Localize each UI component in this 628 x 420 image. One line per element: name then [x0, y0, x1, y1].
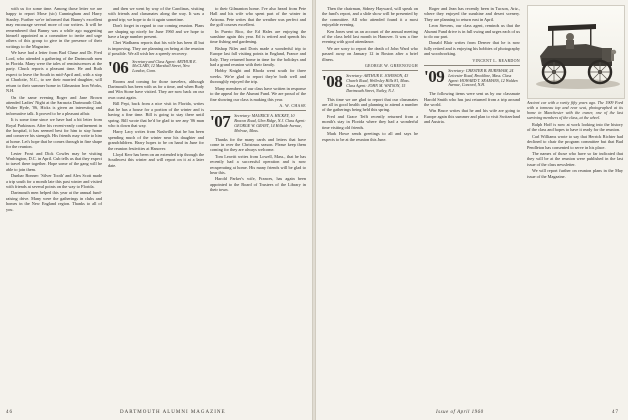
class-09-number: '09 [424, 67, 445, 87]
vintage-car-photo [527, 5, 625, 99]
paragraph: Donald Blair writes from Denver that he is now fully retired and is enjoying his hobbies of photography and woodworking. [424, 40, 520, 57]
vintage-car-icon [528, 6, 624, 98]
paragraph: to their Gilmanton home. I've also heard from Pete Hall and his wife who spent part of the winter in Arizona. Pete writes that the weather was perfect and the golf courses excellent. [210, 6, 306, 28]
photo-caption: Ancient car with a rarity fifty years ago. The 1909 Ford with a tonneau top and rear seat, photographed at its home in Manchester with the owner, one of the last surviving members of the class, at the wheel. [527, 100, 623, 120]
left-page-number: 46 [6, 410, 13, 415]
divider [322, 70, 418, 71]
class-09-secretary: Secretary: CHESTER B. BURNHAM, 24 Leicester Road, Brookline, Mass. Class Agent: HOWARD T. SEAMANS, 12 Walden Avenue, Concord, N.H. [448, 68, 518, 88]
class-07-number: '07 [210, 112, 231, 132]
right-page-number: 47 [612, 410, 619, 415]
paragraph: Roger and Jean has recently been in Tucson, Ariz., where they enjoyed the sunshine and desert scenery. They are planning to return east in April. [424, 6, 520, 22]
paragraph: Chet Wadhams reports that his wife has been ill but is improving. They are planning on being at the reunion if possible. We all wish her a speedy recovery. [108, 40, 204, 57]
paragraph: Carl Williams wrote to say that Herrick Richter had declined to chair the program committee but that Bud Pendleton has consented to serve in his place. [527, 133, 623, 150]
paragraph: with us for some time. Among those letter we are happy to report Mose (sic) Cunningham and Harry Stanley. Further we're informed that Bunny's excellent may encourage several more of our writers. It will be remembered that Bunny was a while ago suggesting himself appointed as a committee to invite and urge others of this group to give in the presence of their writings to the Magazine. [6, 6, 102, 49]
paragraph: Win Bruce writes that he and his wife are going to Europe again this summer and plan to visit Switzerland and Austria. [424, 108, 520, 125]
paragraph: Many members of our class have written in response to the appeal for the Alumni Fund. We are proud of the fine showing our class is making this year. [210, 85, 306, 102]
paragraph: Mark Howe sends greetings to all and says he expects to be at the reunion this June. [322, 131, 418, 142]
paragraph: and then we went by way of the Carolinas, visiting with friends and classmates along the way. It was a grand trip; we hope to do it again sometime. [108, 6, 204, 22]
issue-date: Issue of April 1960 [436, 410, 484, 415]
class-signature: VINCENT L. REARDON [472, 57, 520, 63]
paragraph: We are sorry to report the death of John Ward who passed away on January 12 in Boston after a brief illness. [322, 45, 418, 62]
class-signature: GEORGE W. GREENOUGH [364, 63, 418, 69]
paragraph: Bishop Niles and Doris made a wonderful trip to Europe last fall visiting points in England, France and Italy. They returned home in time for the holidays and had a grand reunion with their family. [210, 45, 306, 68]
class-07-secretary: Secretary: MAURICE A. HICKEY, 10 Beacon Road, Glen Ridge, N.J. Class Agent: GEORGE W. GRANT, 14 Hillside Avenue, Melrose, Mass. [234, 113, 306, 133]
paragraph: Thanks for the many cards and letters that have come in over the Christmas season. Please keep them coming for they are always welcome. [210, 136, 306, 153]
paragraph: On the same evening Roger and Jane Brown attended Ladies' Night at the Sarasota Dartmouth Club. Walter Hyde, '06, Hicks is given an interesting and informative talk. It proved to be a pleasant affair. [6, 94, 102, 116]
class-08-heading [322, 74, 418, 93]
left-column-1 [6, 6, 102, 396]
paragraph: Tom Leavitt writes from Lowell, Mass., that he has recently had a successful operation and is now recuperating at home. His many friends will be glad to hear this. [210, 153, 306, 175]
right-column-2 [424, 6, 520, 396]
divider [424, 65, 520, 66]
paragraph: Harry Lacy writes from Nashville that he has been spending much of the winter near his daughter and grandchildren. Harry hopes to be on hand in June for the reunion festivities at Hanover. [108, 129, 204, 151]
paragraph: It is some time since we have had a bit letter from Royal Parkinson. After his recent-ready confinement in the hospital, it has seemed best for him to stay home and conserve his strength. His friends may write to him at home. Let's hope that he comes through in fine shape for the reunion. [6, 117, 102, 150]
paragraph: Hobby Knight and Rhoda went south for three weeks. We're glad to report they're both well and thoroughly enjoyed the trip. [210, 68, 306, 85]
paragraph: This time we are glad to report that our classmates are all in good health and planning to attend a number of the gatherings being held this spring. [322, 96, 418, 113]
paragraph: We have had a letter from Bud Chase and Dr. Fred Lord, who attended a gathering of the Dartmouth men in Florida. Many were the tales of reminiscences at the party. Chuck reports a pleasant time. He and Ruth expect to leave the South in mid-April and, with a stop at Charlotte, N.C., to see their married daughter, will return to their summer home in Gilmanton Iron Works, N.H. [6, 50, 102, 94]
right-column-3 [527, 122, 623, 396]
left-column-3 [210, 6, 306, 396]
paragraph: In Puerto Rico, the Ed Hales are enjoying the sunshine again this year. Ed is retired and spends his time fishing and gardening. [210, 28, 306, 45]
class-08-number: '08 [322, 72, 343, 92]
paragraph: Lester Frost and Dick Cowles may be visiting Washington, D.C. in April. Cub tells us that they expect to travel there together. Hope some of the gang will be able to join them. [6, 150, 102, 172]
class-07-heading [210, 114, 306, 133]
left-column-2 [108, 6, 204, 396]
class-06-secretary: Secretary and Class Agent: ARTHUR E. McCLARY, 12 Marshall Street, New London, Conn. [132, 58, 197, 74]
class-09-heading [424, 69, 520, 88]
class-08-secretary: Secretary: ARTHUR E. JOHNSON, 43 Church Road, Wellesley Hills 81, Mass. Class Agent: JOHN M. WATSON, 15 Dartmouth Street, Nutley, N.J. [346, 73, 410, 93]
paragraph: Harold Parker's wife, Frances, has again been appointed to the Board of Trustees of the Library in their town. [210, 176, 306, 193]
paragraph: Ken Jones sent us an account of the annual meeting of the class held last month in Hanover. It was a fine evening with good attendance. [322, 28, 418, 45]
paragraph: Ralph Hoff is now at work looking into the history of the class and hopes to have it ready for the reunion. [527, 122, 623, 133]
paragraph: The names of those who have so far indicated that they will be at the reunion were published in the last issue of the class newsletter. [527, 151, 623, 167]
class-06-heading [108, 57, 204, 77]
right-page [316, 0, 628, 420]
left-page [0, 0, 312, 420]
paragraph: Dunbar Bonner: 'Silver Tooth' and Alex Scott made a trip south for a month late this past winter and visited with friends at several points on the way to Florida. [6, 173, 102, 189]
paragraph: Dartmouth men helped this year at the annual fund-raising drive. Many were the gatherings in clubs and homes in the New England region. Thanks to all of you. [6, 190, 102, 212]
paragraph: Don't forget in regard to our coming reunion. Plans are shaping up nicely for June 1960 and we hope to have a large number present. [108, 23, 204, 40]
paragraph: Then the chairman, Sidney Hayward, will speak on the fund's report, and a slide show will be presented by the committee. All who attended found it a most enjoyable evening. [322, 6, 418, 28]
paragraph: We will report further on reunion plans in the May issue of the Magazine. [527, 168, 623, 179]
paragraph: Leon Stevens, our class agent, reminds us that the Alumni Fund drive is in full swing and urges each of us to do our part. [424, 23, 520, 40]
paragraph: The following items were sent us by our classmate Harold Smith who has just returned from a trip around the world. [424, 91, 520, 108]
right-column-1 [322, 6, 418, 396]
divider [210, 110, 306, 111]
paragraph: Lloyd Kerr has been on an extended trip through the Southwest this winter and will report on it at a later date. [108, 151, 204, 168]
magazine-title: DARTMOUTH ALUMNI MAGAZINE [120, 410, 226, 415]
paragraph: Bill Pepi, back from a nice visit in Florida, writes that he has a house for a portion of the winter and is having a fine time. Bill is going to stay there until spring. Bill wrote that he'd be glad to see any '06 man who is down that way. [108, 101, 204, 128]
class-06-number: '06 [108, 57, 129, 77]
class-signature: A. W. CHASE [279, 102, 306, 108]
paragraph: Rooms and coming for those travelers, although Dartmouth has been with us for a time, and when Rudy and Win Stone have visited. They are now back on our own coast again. [108, 78, 204, 100]
paragraph: Fred and Grace Tefft recently returned from a month's stay in Florida where they had a wonderful time visiting old friends. [322, 113, 418, 130]
